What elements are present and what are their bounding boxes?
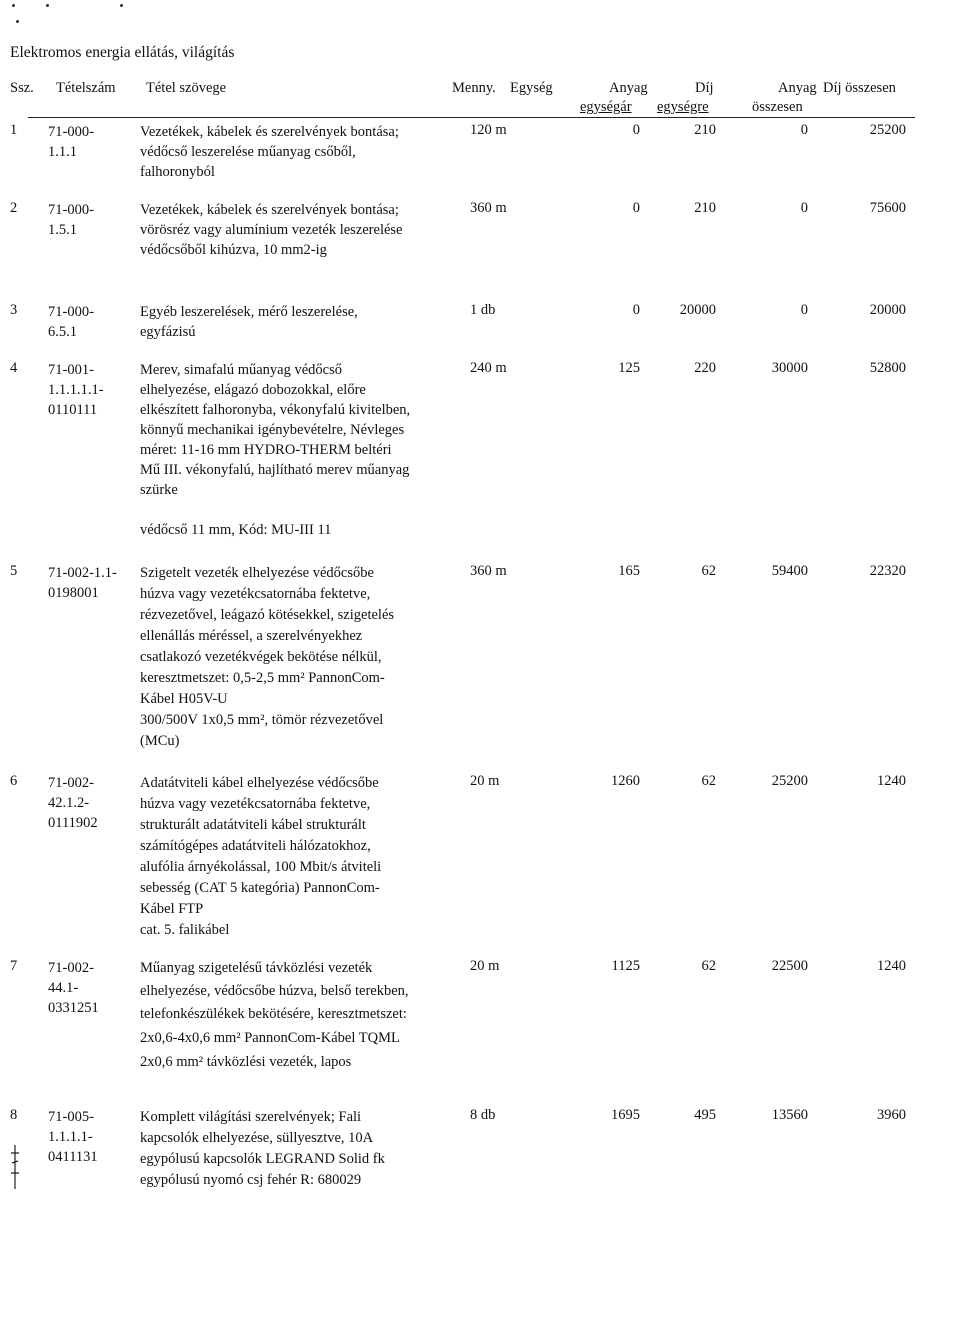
row-number: 5 bbox=[10, 563, 18, 579]
item-description-line: 2x0,6-4x0,6 mm² PannonCom-Kábel TQML bbox=[140, 1030, 400, 1046]
quantity-unit: 360 m bbox=[470, 200, 507, 216]
item-code-line: 71-000- bbox=[48, 124, 94, 140]
item-description-line: Merev, simafalú műanyag védőcső bbox=[140, 362, 342, 378]
item-code-line: 0411131 bbox=[48, 1149, 98, 1165]
header-egyseg: Egység bbox=[510, 80, 553, 96]
item-description-line: falhoronyból bbox=[140, 164, 215, 180]
scan-speck bbox=[46, 4, 49, 7]
margin-scribble-icon bbox=[8, 1143, 22, 1191]
item-description-line: rézvezetővel, leágazó kötésekkel, szigetelés bbox=[140, 607, 395, 623]
material-total: 0 bbox=[800, 302, 808, 318]
item-code-line: 71-005- bbox=[48, 1109, 94, 1125]
header-dij-egysegre-2: egységre bbox=[657, 99, 709, 115]
item-description-line: telefonkészülékek bekötésére, keresztmetszet: bbox=[140, 1006, 407, 1022]
material-total: 22500 bbox=[771, 958, 808, 974]
material-total: 30000 bbox=[771, 360, 808, 376]
scan-speck bbox=[16, 20, 19, 23]
header-anyag-egysegar: Anyag bbox=[609, 80, 648, 96]
item-description-line: vörösréz vagy alumínium vezeték leszerelése bbox=[140, 222, 403, 238]
material-unit-price: 1125 bbox=[611, 958, 640, 974]
labor-total: 20000 bbox=[869, 302, 906, 318]
item-code-line: 0198001 bbox=[48, 585, 99, 601]
item-description-line: egyfázisú bbox=[140, 324, 196, 340]
item-description-line: ellenállás méréssel, a szerelvényekhez bbox=[140, 628, 363, 644]
header-dij-egysegre: Díj bbox=[695, 80, 714, 96]
item-description-line: sebesség (CAT 5 kategória) PannonCom- bbox=[140, 880, 380, 896]
labor-unit-price: 20000 bbox=[679, 302, 716, 318]
item-description-line: Vezetékek, kábelek és szerelvények bontása; bbox=[140, 202, 399, 218]
item-code-line: 0110111 bbox=[48, 402, 98, 418]
item-code-line: 71-002-1.1- bbox=[48, 565, 117, 581]
labor-unit-price: 62 bbox=[701, 773, 716, 789]
scan-speck bbox=[12, 4, 15, 7]
item-code-line: 42.1.2- bbox=[48, 795, 90, 811]
item-description-line: elhelyezése, elágazó dobozokkal, előre bbox=[140, 382, 366, 398]
row-number: 1 bbox=[10, 122, 18, 138]
row-number: 7 bbox=[10, 958, 18, 974]
header-anyag-egysegar-2: egységár bbox=[580, 99, 632, 115]
labor-total: 25200 bbox=[869, 122, 906, 138]
quantity-unit: 8 db bbox=[470, 1107, 496, 1123]
item-description-line: méret: 11-16 mm HYDRO-THERM beltéri bbox=[140, 442, 392, 458]
item-code-line: 0331251 bbox=[48, 1000, 99, 1016]
item-description-line: számítógépes adatátviteli hálózatokhoz, bbox=[140, 838, 371, 854]
item-code-line: 1.1.1 bbox=[48, 144, 77, 160]
item-description-line: Mű III. vékonyfalú, hajlítható merev műanyag bbox=[140, 462, 410, 478]
item-description-line: húzva vagy vezetékcsatornába fektetve, bbox=[140, 796, 371, 812]
item-description-line: csatlakozó vezetékvégek bekötése nélkül, bbox=[140, 649, 382, 665]
labor-unit-price: 62 bbox=[701, 958, 716, 974]
item-code-line: 71-002- bbox=[48, 775, 94, 791]
header-ssz: Ssz. bbox=[10, 80, 34, 96]
item-description-line: Szigetelt vezeték elhelyezése védőcsőbe bbox=[140, 565, 374, 581]
labor-unit-price: 220 bbox=[694, 360, 716, 376]
material-total: 0 bbox=[800, 122, 808, 138]
item-description-line: Egyéb leszerelések, mérő leszerelése, bbox=[140, 304, 358, 320]
item-code-line: 1.1.1.1- bbox=[48, 1129, 93, 1145]
item-description-line: egypólusú kapcsolók LEGRAND Solid fk bbox=[140, 1151, 385, 1167]
quantity-unit: 1 db bbox=[470, 302, 496, 318]
header-tetelszam: Tételszám bbox=[56, 80, 116, 96]
item-description-line: elhelyezése, védőcsőbe húzva, belső terekben, bbox=[140, 983, 409, 999]
labor-unit-price: 210 bbox=[694, 200, 716, 216]
labor-unit-price: 210 bbox=[694, 122, 716, 138]
header-tetel-szovege: Tétel szövege bbox=[146, 80, 227, 96]
item-code-line: 44.1- bbox=[48, 980, 79, 996]
item-description-line: Adatátviteli kábel elhelyezése védőcsőbe bbox=[140, 775, 379, 791]
item-description-line: védőcső leszerelése műanyag csőből, bbox=[140, 144, 356, 160]
material-unit-price: 1260 bbox=[611, 773, 640, 789]
item-description-line: Vezetékek, kábelek és szerelvények bontása; bbox=[140, 124, 399, 140]
quantity-unit: 20 m bbox=[470, 958, 500, 974]
quantity-unit: 120 m bbox=[470, 122, 507, 138]
labor-total: 1240 bbox=[877, 773, 906, 789]
labor-unit-price: 62 bbox=[701, 563, 716, 579]
item-code-line: 71-000- bbox=[48, 304, 94, 320]
labor-unit-price: 495 bbox=[694, 1107, 716, 1123]
scan-speck bbox=[120, 4, 123, 7]
header-anyag-osszesen: Anyag bbox=[778, 80, 817, 96]
row-number: 6 bbox=[10, 773, 18, 789]
material-unit-price: 0 bbox=[632, 122, 640, 138]
item-code-line: 71-001- bbox=[48, 362, 94, 378]
item-description-line: kapcsolók elhelyezése, süllyesztve, 10A bbox=[140, 1130, 374, 1146]
item-description-line: 300/500V 1x0,5 mm², tömör rézvezetővel bbox=[140, 712, 384, 728]
item-description-line: könnyű mechanikai igénybevételre, Névleges bbox=[140, 422, 405, 438]
row-number: 2 bbox=[10, 200, 18, 216]
header-mennyiseg: Menny. bbox=[452, 80, 496, 96]
item-description-line: Komplett világítási szerelvények; Fali bbox=[140, 1109, 362, 1125]
row-number: 8 bbox=[10, 1107, 18, 1123]
item-code-line: 1.1.1.1.1- bbox=[48, 382, 104, 398]
material-total: 0 bbox=[800, 200, 808, 216]
header-anyag-osszesen-2: összesen bbox=[752, 99, 803, 115]
item-description-line: egypólusú nyomó csj fehér R: 680029 bbox=[140, 1172, 362, 1188]
item-description-line: húzva vagy vezetékcsatornába fektetve, bbox=[140, 586, 371, 602]
labor-total: 22320 bbox=[869, 563, 906, 579]
quantity-unit: 360 m bbox=[470, 563, 507, 579]
item-description-line: (MCu) bbox=[140, 733, 180, 749]
labor-total: 1240 bbox=[877, 958, 906, 974]
header-rule bbox=[28, 117, 915, 118]
item-code-line: 71-000- bbox=[48, 202, 94, 218]
page-title: Elektromos energia ellátás, világítás bbox=[10, 44, 235, 61]
item-description-line: strukturált adatátviteli kábel strukturált bbox=[140, 817, 366, 833]
material-unit-price: 0 bbox=[632, 302, 640, 318]
item-code-line: 71-002- bbox=[48, 960, 94, 976]
item-description-line: Kábel FTP bbox=[140, 901, 204, 917]
material-unit-price: 1695 bbox=[611, 1107, 640, 1123]
labor-total: 3960 bbox=[877, 1107, 906, 1123]
item-description-line: alufólia árnyékolással, 100 Mbit/s átviteli bbox=[140, 859, 382, 875]
labor-total: 52800 bbox=[869, 360, 906, 376]
row-number: 4 bbox=[10, 360, 18, 376]
material-total: 25200 bbox=[771, 773, 808, 789]
item-code-line: 1.5.1 bbox=[48, 222, 77, 238]
labor-total: 75600 bbox=[869, 200, 906, 216]
item-description-line: keresztmetszet: 0,5-2,5 mm² PannonCom- bbox=[140, 670, 385, 686]
row-number: 3 bbox=[10, 302, 18, 318]
material-total: 59400 bbox=[771, 563, 808, 579]
quantity-unit: 240 m bbox=[470, 360, 507, 376]
material-unit-price: 0 bbox=[632, 200, 640, 216]
item-description-line: szürke bbox=[140, 482, 178, 498]
material-unit-price: 125 bbox=[618, 360, 640, 376]
item-code-line: 6.5.1 bbox=[48, 324, 77, 340]
item-description-line: védőcső 11 mm, Kód: MU-III 11 bbox=[140, 522, 332, 538]
material-unit-price: 165 bbox=[618, 563, 640, 579]
item-description-line: cat. 5. falikábel bbox=[140, 922, 230, 938]
item-description-line: Műanyag szigetelésű távközlési vezeték bbox=[140, 960, 373, 976]
item-description-line: Kábel H05V-U bbox=[140, 691, 228, 707]
item-code-line: 0111902 bbox=[48, 815, 98, 831]
item-description-line: elkészített falhoronyba, vékonyfalú kivitelben, bbox=[140, 402, 411, 418]
material-total: 13560 bbox=[771, 1107, 808, 1123]
header-dij-osszesen: Díj összesen bbox=[823, 80, 896, 96]
item-description-line: 2x0,6 mm² távközlési vezeték, lapos bbox=[140, 1054, 352, 1070]
item-description-line: védőcsőből kihúzva, 10 mm2-ig bbox=[140, 242, 327, 258]
quantity-unit: 20 m bbox=[470, 773, 500, 789]
